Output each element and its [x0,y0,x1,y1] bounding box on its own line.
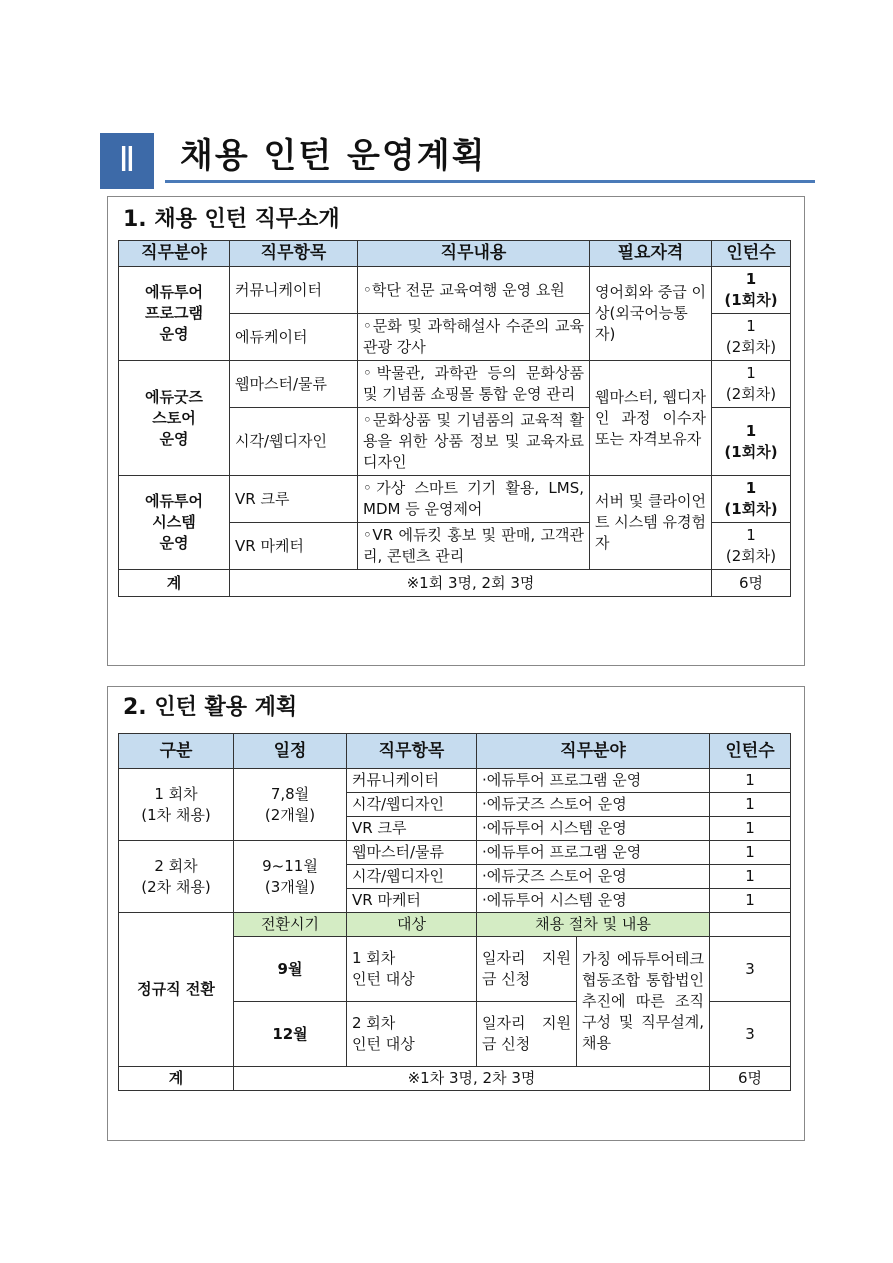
conversion-period-cell: 9월 [234,937,347,1002]
job-item-cell: 커뮤니케이터 [230,267,358,314]
job-field-cell: ·에듀투어 프로그램 운영 [477,841,710,865]
col-header-count: 인턴수 [712,241,791,267]
section-number-badge: Ⅱ [100,133,154,189]
job-field-cell: 에듀투어 프로그램 운영 [119,267,230,361]
job-content-cell: ◦가상 스마트 기기 활용, LMS, MDM 등 운영제어 [358,476,590,523]
total-note: ※1차 3명, 2차 3명 [234,1067,710,1091]
intern-count-cell: 1 [710,865,791,889]
round-label-cell: 2 회차 (2차 채용) [119,841,234,913]
job-field-cell: ·에듀굿즈 스토어 운영 [477,865,710,889]
intern-count-cell: 1 (2회차) [712,361,791,408]
table-header-row [119,241,791,267]
col-header-division: 구분 [119,734,234,769]
intern-count-cell: 1 [710,889,791,913]
round-label-cell: 1 회차 (1차 채용) [119,769,234,841]
conversion-subheader-row [119,913,791,937]
intern-count-cell: 1 (2회차) [712,314,791,361]
conversion-period-cell: 12월 [234,1002,347,1067]
intern-plan-table [118,733,791,1091]
job-item-cell: 웹마스터/물류 [347,841,477,865]
table-row [119,769,791,793]
job-item-cell: 시각/웹디자인 [230,408,358,476]
job-item-cell: 시각/웹디자인 [347,865,477,889]
col-header-field: 직무분야 [119,241,230,267]
total-row [119,1067,791,1091]
qualification-cell: 웹마스터, 웹디자인 과정 이수자 또는 자격보유자 [590,361,712,476]
section2-title: 2. 인턴 활용 계획 [123,695,298,720]
total-label: 계 [119,1067,234,1091]
conversion-target-cell: 1 회차 인턴 대상 [347,937,477,1002]
intern-count-cell: 1 [710,769,791,793]
job-item-cell: VR 크루 [230,476,358,523]
page-title: 채용 인턴 운영계획 [180,136,487,176]
intern-count-cell: 1 (1회차) [712,267,791,314]
table-row [119,476,791,523]
job-content-cell: ◦학단 전문 교육여행 운영 요원 [358,267,590,314]
col-header-field: 직무분야 [477,734,710,769]
job-intro-table [118,240,791,597]
job-content-cell: ◦VR 에듀킷 홍보 및 판매, 고객관리, 콘텐츠 관리 [358,523,590,570]
sub-header-process: 채용 절차 및 내용 [477,913,710,937]
job-field-cell: ·에듀투어 시스템 운영 [477,889,710,913]
intern-count-cell: 1 (2회차) [712,523,791,570]
col-header-content: 직무내용 [358,241,590,267]
round-period-cell: 9~11월 (3개월) [234,841,347,913]
total-note: ※1회 3명, 2회 3명 [230,570,712,597]
conversion-label-cell: 정규직 전환 [119,913,234,1067]
intern-count-cell: 3 [710,1002,791,1067]
job-content-cell: ◦문화 및 과학해설사 수준의 교육관광 강사 [358,314,590,361]
qualification-cell: 서버 및 클라이언트 시스템 유경험자 [590,476,712,570]
col-header-qualification: 필요자격 [590,241,712,267]
job-field-cell: ·에듀투어 프로그램 운영 [477,769,710,793]
section1-title: 1. 채용 인턴 직무소개 [123,207,340,232]
sub-header-target: 대상 [347,913,477,937]
col-header-count: 인턴수 [710,734,791,769]
intern-count-cell: 1 (1회차) [712,476,791,523]
job-item-cell: 시각/웹디자인 [347,793,477,817]
job-content-cell: ◦박물관, 과학관 등의 문화상품 및 기념품 쇼핑몰 통합 운영 관리 [358,361,590,408]
col-header-item: 직무항목 [230,241,358,267]
empty-count-cell [710,913,791,937]
table-row [119,841,791,865]
conversion-action-cell: 일자리 지원금 신청 [477,937,577,1002]
table-row [119,267,791,314]
job-item-cell: VR 크루 [347,817,477,841]
sub-header-period: 전환시기 [234,913,347,937]
table-row [119,361,791,408]
intern-count-cell: 3 [710,937,791,1002]
qualification-cell: 영어회와 중급 이상(외국어능통자) [590,267,712,361]
round-period-cell: 7,8월 (2개월) [234,769,347,841]
job-item-cell: 커뮤니케이터 [347,769,477,793]
job-content-cell: ◦문화상품 및 기념품의 교육적 활용을 위한 상품 정보 및 교육자료 디자인 [358,408,590,476]
total-row [119,570,791,597]
job-field-cell: 에듀투어 시스템 운영 [119,476,230,570]
conversion-process-note: 가칭 에듀투어테크 협동조합 통합법인 추진에 따른 조직구성 및 직무설계, 채용 [577,937,710,1067]
title-underline [165,180,815,183]
intern-count-cell: 1 [710,841,791,865]
total-count: 6명 [712,570,791,597]
job-field-cell: 에듀굿즈 스토어 운영 [119,361,230,476]
col-header-schedule: 일정 [234,734,347,769]
total-label: 계 [119,570,230,597]
job-field-cell: ·에듀굿즈 스토어 운영 [477,793,710,817]
job-item-cell: 웹마스터/물류 [230,361,358,408]
job-item-cell: VR 마케터 [230,523,358,570]
total-count: 6명 [710,1067,791,1091]
job-item-cell: 에듀케이터 [230,314,358,361]
conversion-target-cell: 2 회차 인턴 대상 [347,1002,477,1067]
conversion-action-cell: 일자리 지원금 신청 [477,1002,577,1067]
intern-count-cell: 1 (1회차) [712,408,791,476]
job-field-cell: ·에듀투어 시스템 운영 [477,817,710,841]
table-header-row [119,734,791,769]
intern-count-cell: 1 [710,793,791,817]
col-header-item: 직무항목 [347,734,477,769]
job-item-cell: VR 마케터 [347,889,477,913]
intern-count-cell: 1 [710,817,791,841]
